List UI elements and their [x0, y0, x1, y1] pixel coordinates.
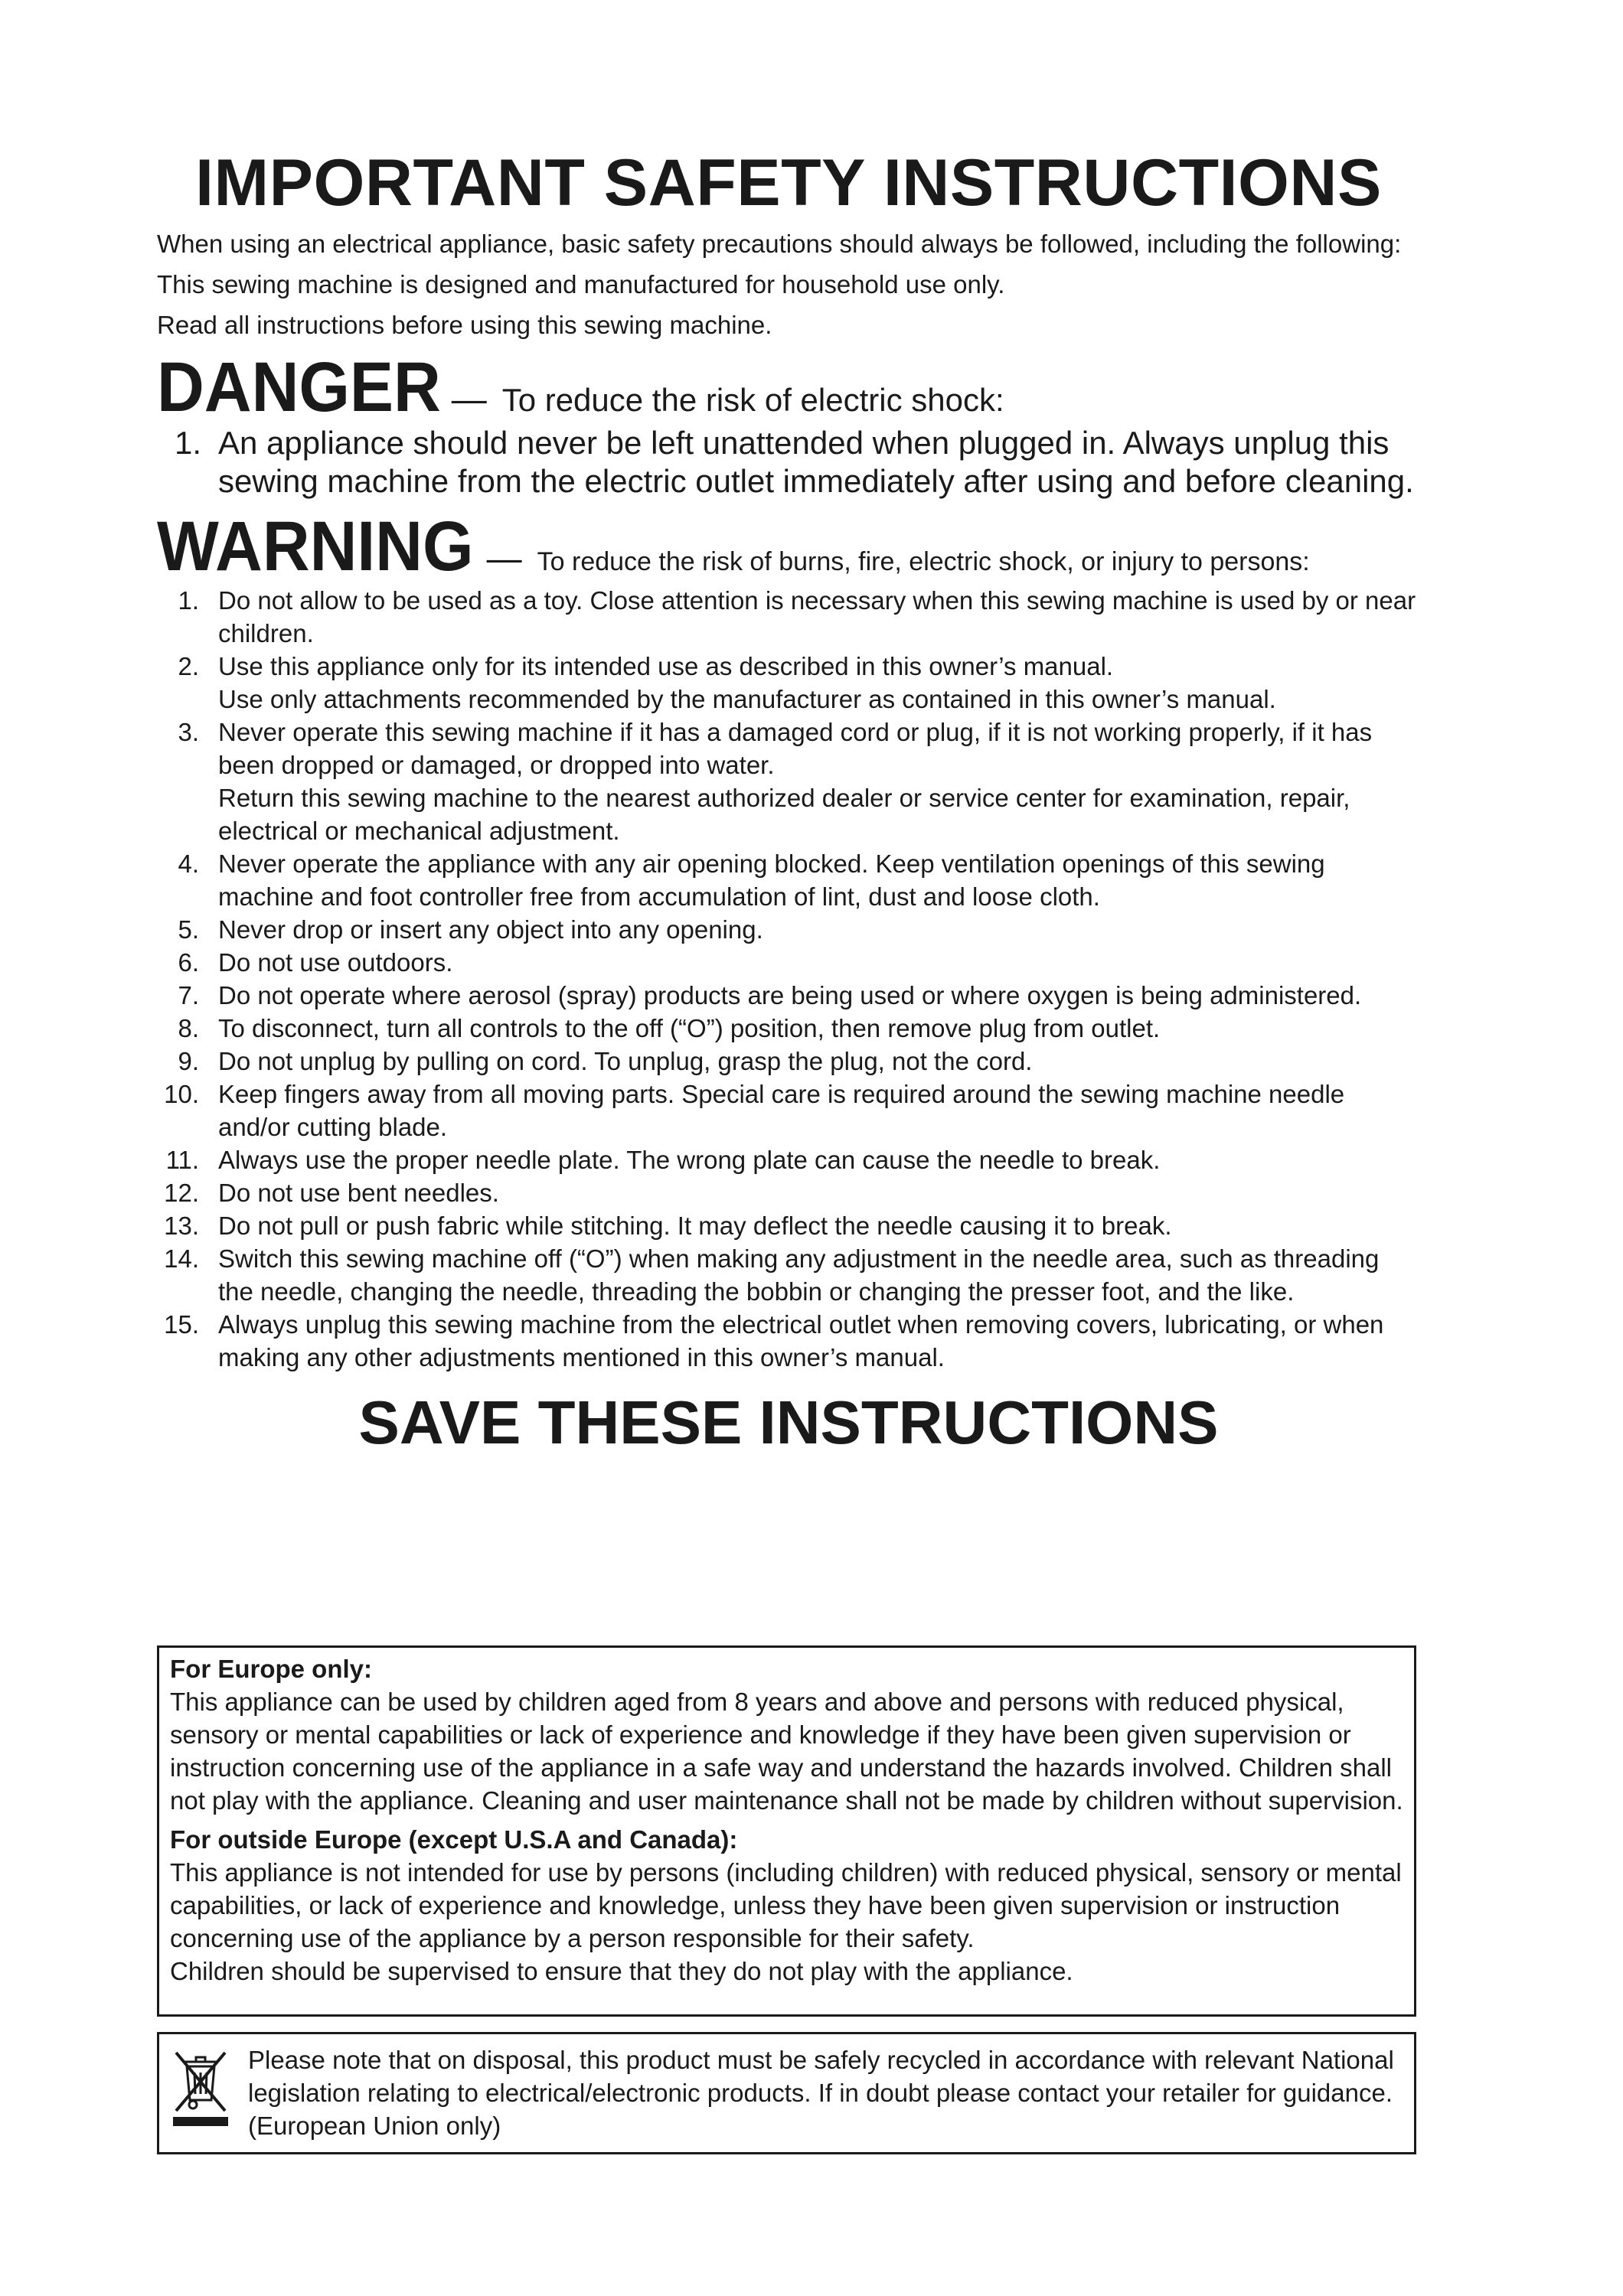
item-number: 9. [178, 1047, 199, 1076]
disposal-notice-box [157, 2032, 1416, 2154]
item-text: Do not unplug by pulling on cord. To unplug, grasp the plug, not the cord. [218, 1047, 1033, 1076]
item-text: Always unplug this sewing machine from the electrical outlet when removing covers, lubricating, or when making any other adjustments mentioned in this owner’s manual. [218, 1310, 1384, 1372]
item-text: Do not allow to be used as a toy. Close attention is necessary when this sewing machine is used by or near children. [218, 586, 1416, 648]
warning-item [157, 716, 1420, 847]
item-text: Always use the proper needle plate. The wrong plate can cause the needle to break. [218, 1146, 1161, 1175]
item-text: To disconnect, turn all controls to the off (“O”) position, then remove plug from outlet. [218, 1014, 1161, 1043]
item-number: 12. [164, 1179, 199, 1208]
europe-text: This appliance can be used by children aged from 8 years and above and persons with reduced physical, sensory or mental capabilities or lack of experience and knowledge if they have been given supervision or instruction concerning use of the appliance in a safe way and understand the hazards involved. Children shall not play with the appliance. Cleaning and user maintenance shall not be made by children without supervision. [170, 1688, 1403, 1815]
danger-list [157, 424, 1420, 501]
danger-description: To reduce the risk of electric shock: [501, 381, 1004, 418]
item-text: Do not use bent needles. [218, 1179, 499, 1208]
danger-item [157, 424, 1420, 501]
save-instructions-title: SAVE THESE INSTRUCTIONS [358, 1388, 1219, 1457]
warning-item [157, 1012, 1420, 1045]
item-text: Switch this sewing machine off (“O”) when making any adjustment in the needle area, such as threading the needle, changing the needle, threading the bobbin or changing the presser foot, and the like. [218, 1244, 1380, 1306]
intro [157, 227, 1420, 341]
warning-item [157, 1308, 1420, 1374]
item-text: Never operate this sewing machine if it has a damaged cord or plug, if it is not working properly, if it has been dropped or damaged, or dropped into water. [218, 718, 1373, 780]
warning-item [157, 1176, 1420, 1209]
warning-item [157, 584, 1420, 650]
warning-item [157, 1045, 1420, 1078]
item-number: 8. [178, 1014, 199, 1043]
item-extra-text: Return this sewing machine to the nearest authorized dealer or service center for examination, repair, electrical or mechanical adjustment. [218, 784, 1350, 846]
warning-dash: — [486, 538, 522, 579]
disposal-text: Please note that on disposal, this product must be safely recycled in accordance with relevant National legislation relating to electrical/electronic products. If in doubt please contact your retailer for guidance. (European Union only) [248, 2046, 1394, 2140]
item-number: 1. [174, 425, 201, 461]
danger-dash: — [451, 378, 487, 419]
item-number: 7. [178, 981, 199, 1010]
europe-heading: For Europe only: [170, 1655, 372, 1683]
supervision-text: Children should be supervised to ensure that they do not play with the appliance. [170, 1957, 1073, 1985]
item-text: An appliance should never be left unattended when plugged in. Always unplug this sewing machine from the electric outlet immediately after using and before cleaning. [218, 425, 1414, 500]
item-number: 2. [178, 652, 199, 681]
warning-list [157, 584, 1420, 1374]
warning-item [157, 946, 1420, 979]
warning-item [157, 650, 1420, 716]
outside-europe-heading: For outside Europe (except U.S.A and Canada): [170, 1825, 738, 1854]
intro-paragraph: Read all instructions before using this sewing machine. [157, 310, 772, 339]
item-text: Never operate the appliance with any air opening blocked. Keep ventilation openings of this sewing machine and foot controller free from accumulation of lint, dust and loose cloth. [218, 850, 1325, 912]
warning-item [157, 1143, 1420, 1176]
warning-description: To reduce the risk of burns, fire, electric shock, or injury to persons: [537, 547, 1310, 577]
outside-europe-text: This appliance is not intended for use by persons (including children) with reduced physical, sensory or mental capabilities, or lack of experience and knowledge, unless they have been given supervision or instruction concerning use of the appliance by a person responsible for their safety. [170, 1858, 1402, 1952]
europe-notice-box [157, 1645, 1416, 2017]
warning-heading [157, 507, 1420, 586]
danger-word: DANGER [157, 347, 441, 426]
item-number: 3. [178, 718, 199, 747]
item-number: 15. [164, 1310, 199, 1339]
item-text: Do not operate where aerosol (spray) products are being used or where oxygen is being administered. [218, 981, 1362, 1010]
warning-item [157, 913, 1420, 946]
crossed-out-wheelie-bin-icon [170, 2045, 231, 2129]
danger-heading [157, 347, 1420, 426]
item-number: 13. [164, 1212, 199, 1241]
page-title: IMPORTANT SAFETY INSTRUCTIONS [195, 146, 1382, 220]
warning-item [157, 1078, 1420, 1143]
intro-paragraph: When using an electrical appliance, basic safety precautions should always be followed, including the following: [157, 229, 1402, 258]
item-text: Do not pull or push fabric while stitching. It may deflect the needle causing it to break. [218, 1212, 1172, 1241]
item-number: 5. [178, 915, 199, 944]
item-extra-text: Use only attachments recommended by the manufacturer as contained in this owner’s manual. [218, 685, 1276, 714]
warning-word: WARNING [157, 507, 474, 586]
item-number: 10. [164, 1080, 199, 1109]
item-number: 14. [164, 1244, 199, 1274]
intro-paragraph: This sewing machine is designed and manufactured for household use only. [157, 269, 1005, 298]
warning-item [157, 1209, 1420, 1242]
item-text: Keep fingers away from all moving parts. Special care is required around the sewing machine needle and/or cutting blade. [218, 1080, 1345, 1142]
item-number: 6. [178, 948, 199, 977]
warning-item [157, 1242, 1420, 1308]
item-number: 11. [165, 1146, 199, 1175]
item-number: 1. [178, 586, 199, 615]
item-text: Do not use outdoors. [218, 948, 453, 977]
item-text: Never drop or insert any object into any opening. [218, 915, 763, 944]
item-number: 4. [178, 850, 199, 879]
item-text: Use this appliance only for its intended use as described in this owner’s manual. [218, 652, 1114, 681]
content [157, 145, 1420, 1458]
warning-item [157, 979, 1420, 1012]
warning-item [157, 847, 1420, 913]
